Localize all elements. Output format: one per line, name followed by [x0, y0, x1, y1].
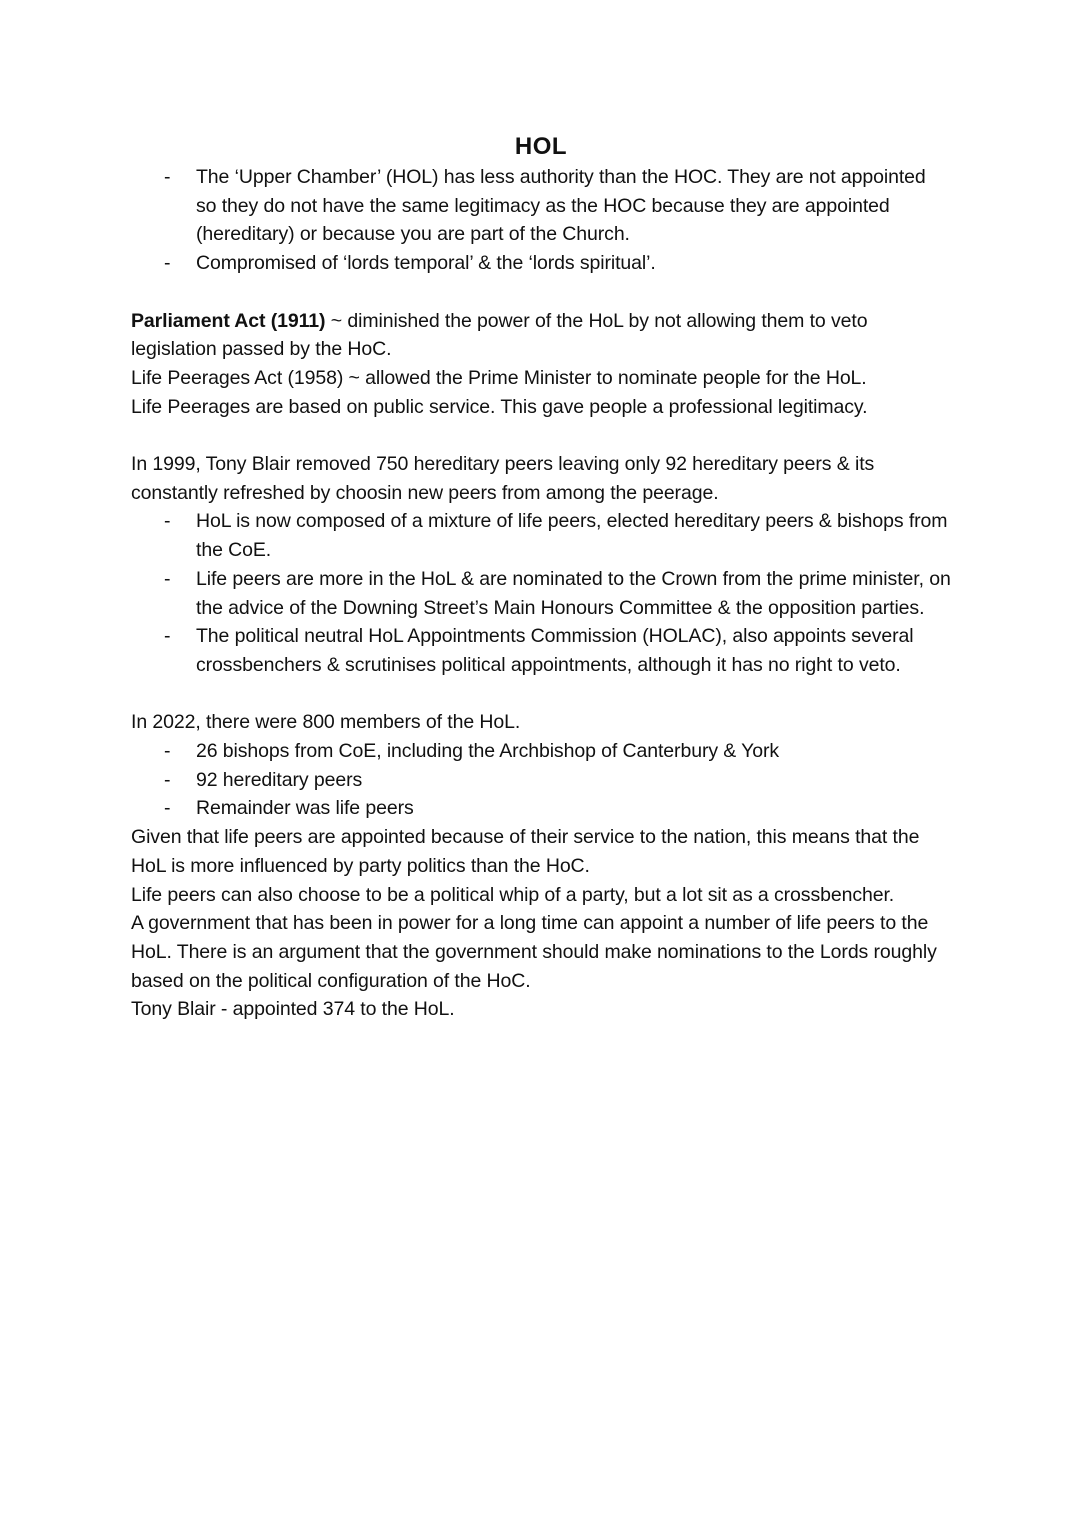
- dash-bullet-icon: -: [164, 768, 171, 791]
- bullet-text: Remainder was life peers: [196, 797, 414, 820]
- life-peerages-basis-paragraph: Life Peerages are based on public service. This gave people a professional legitimacy.: [131, 395, 868, 418]
- members-bullet-list: [131, 737, 951, 823]
- document-page: [131, 131, 951, 1024]
- intro-bullet-list: [131, 163, 951, 278]
- dash-bullet-icon: -: [164, 625, 171, 648]
- document-title: HOL: [514, 133, 568, 160]
- list-item: [131, 737, 951, 766]
- list-item: [131, 249, 951, 278]
- dash-bullet-icon: -: [164, 252, 171, 275]
- paragraph-spacer: [131, 278, 951, 307]
- reform-1999-paragraph: In 1999, Tony Blair removed 750 hereditary peers leaving only 92 hereditary peers & its constantly refreshed by choosin new peers from among the peerage.: [131, 453, 875, 504]
- reform-bullet-list: [131, 507, 951, 679]
- parliament-act-text: ~ diminished the power of the HoL by not allowing them to veto legislation passed by the HoC.: [131, 309, 868, 361]
- members-2022-paragraph: In 2022, there were 800 members of the HoL.: [131, 711, 521, 734]
- bullet-text: 92 hereditary peers: [196, 768, 363, 791]
- paragraph-spacer: [131, 421, 951, 450]
- list-item: [131, 565, 951, 622]
- bullet-text: The political neutral HoL Appointments Commission (HOLAC), also appoints several crossbenchers & scrutinises political appointments, although it has no right to veto.: [196, 625, 914, 676]
- list-item: [131, 766, 951, 795]
- parliament-act-label: Parliament Act (1911): [131, 309, 326, 332]
- life-peerages-act-paragraph: Life Peerages Act (1958) ~ allowed the Prime Minister to nominate people for the HoL.: [131, 366, 867, 389]
- list-item: [131, 163, 951, 249]
- list-item: [131, 794, 951, 823]
- bullet-text: Compromised of ‘lords temporal’ & the ‘lords spiritual’.: [196, 252, 656, 275]
- parliament-act-paragraph: [131, 307, 951, 364]
- bullet-text: HoL is now composed of a mixture of life peers, elected hereditary peers & bishops from the CoE.: [196, 510, 948, 562]
- dash-bullet-icon: -: [164, 740, 171, 763]
- list-item: [131, 507, 951, 564]
- closing-paragraph: Tony Blair - appointed 374 to the HoL.: [131, 998, 455, 1021]
- closing-paragraph: Given that life peers are appointed because of their service to the nation, this means that the HoL is more influenced by party politics than the HoC.: [131, 826, 920, 877]
- list-item: [131, 622, 951, 679]
- bullet-text: The ‘Upper Chamber’ (HOL) has less authority than the HOC. They are not appointed so they do not have the same legitimacy as the HOC because they are appointed (hereditary) or because you are part of the Church.: [196, 166, 926, 246]
- paragraph-spacer: [131, 680, 951, 709]
- bullet-text: 26 bishops from CoE, including the Archbishop of Canterbury & York: [196, 740, 780, 763]
- dash-bullet-icon: -: [164, 166, 171, 188]
- dash-bullet-icon: -: [164, 797, 171, 820]
- bullet-text: Life peers are more in the HoL & are nominated to the Crown from the prime minister, on the advice of the Downing Street’s Main Honours Committee & the opposition parties.: [196, 567, 951, 619]
- dash-bullet-icon: -: [164, 567, 171, 590]
- closing-paragraph: Life peers can also choose to be a political whip of a party, but a lot sit as a crossbencher.: [131, 883, 895, 906]
- dash-bullet-icon: -: [164, 510, 171, 533]
- closing-paragraph: A government that has been in power for a long time can appoint a number of life peers to the HoL. There is an argument that the government should make nominations to the Lords roughly based on the political configuration of the HoC.: [131, 912, 937, 992]
